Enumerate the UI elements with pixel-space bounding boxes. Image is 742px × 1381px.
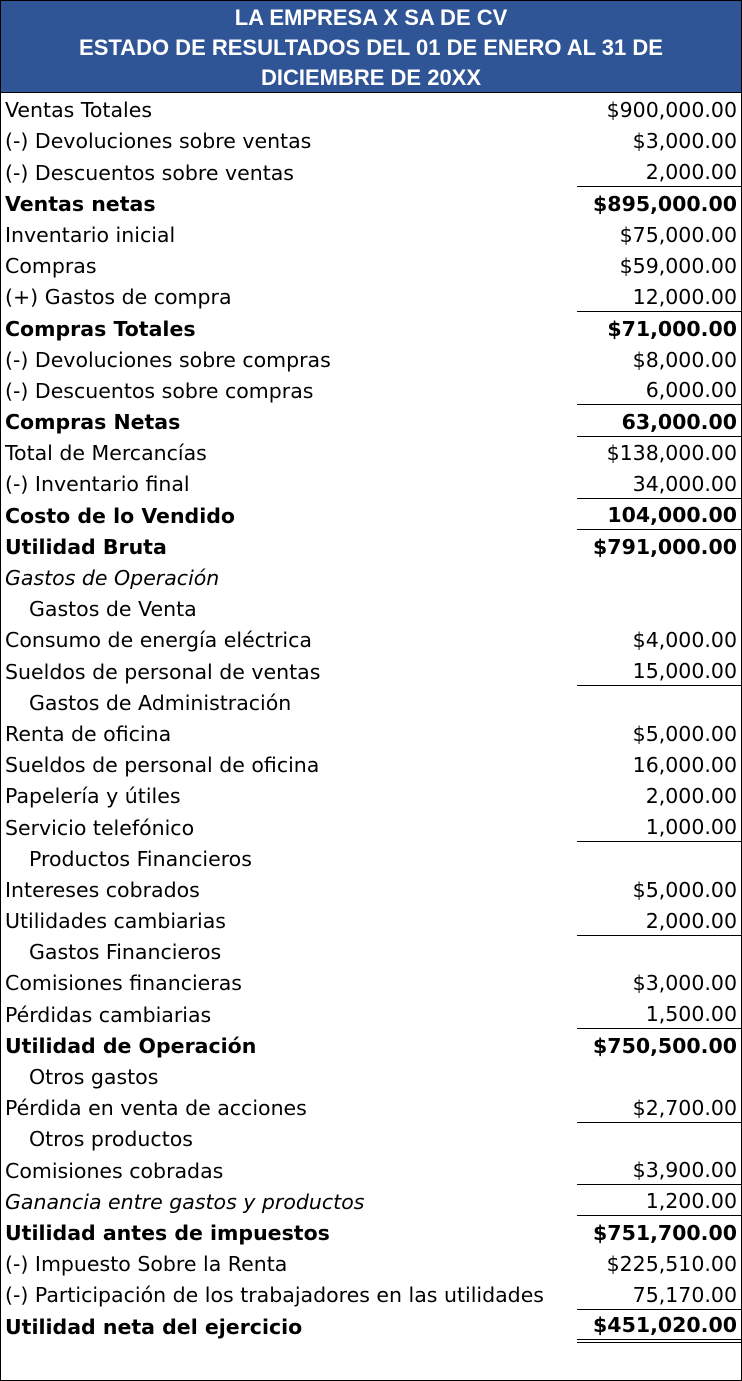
row-label: Otros gastos (29, 1065, 159, 1089)
row-value: $751,700.00 (593, 1220, 737, 1245)
row-label: Utilidad antes de impuestos (5, 1220, 330, 1245)
row-value: 16,000.00 (632, 753, 737, 778)
row-value: $225,510.00 (606, 1252, 737, 1277)
row-value (577, 1060, 741, 1091)
table-row (1, 436, 741, 467)
table-row (1, 779, 741, 810)
row-label: Gastos de Administración (29, 690, 292, 715)
table-row (1, 592, 741, 623)
row-value: $71,000.00 (607, 316, 737, 341)
table-row (1, 280, 741, 311)
row-label: Compras Totales (5, 316, 196, 341)
table-row (1, 1060, 741, 1091)
table-row (1, 748, 741, 779)
statement-title: ESTADO DE RESULTADOS DEL 01 DE ENERO AL 31 DE (79, 35, 663, 60)
row-label: Utilidad de Operación (5, 1033, 257, 1058)
row-label: (-) Devoluciones sobre compras (5, 347, 331, 372)
table-row (1, 498, 741, 529)
row-value: $451,020.00 (577, 1309, 741, 1340)
row-label: Consumo de energía eléctrica (5, 628, 312, 653)
row-value: $4,000.00 (632, 628, 737, 653)
table-row (1, 530, 741, 561)
row-value: 2,000.00 (577, 904, 741, 935)
statement-rows (1, 93, 741, 1341)
table-row (1, 966, 741, 997)
row-value: 75,170.00 (577, 1278, 741, 1309)
table-row (1, 1216, 741, 1247)
row-value: 104,000.00 (577, 498, 741, 529)
row-value: 2,000.00 (577, 155, 741, 186)
row-label: Pérdida en venta de acciones (5, 1096, 307, 1121)
row-value (577, 1122, 741, 1153)
statement-period: DICIEMBRE DE 20XX (260, 65, 482, 90)
row-value: $2,700.00 (577, 1091, 741, 1122)
row-label: Utilidades cambiarias (5, 909, 226, 934)
table-row (1, 467, 741, 498)
row-label: Pérdidas cambiarias (5, 1002, 212, 1027)
table-row (1, 187, 741, 218)
table-row (1, 654, 741, 685)
row-label: (-) Devoluciones sobre ventas (5, 129, 312, 154)
table-row (1, 1091, 741, 1122)
row-label: (-) Inventario final (5, 472, 190, 497)
row-label: (-) Impuesto Sobre la Renta (5, 1252, 288, 1277)
row-label: Costo de lo Vendido (5, 503, 236, 528)
table-row (1, 842, 741, 873)
row-value (577, 935, 741, 966)
row-value: 15,000.00 (577, 654, 741, 685)
table-row (1, 405, 741, 436)
table-row (1, 1185, 741, 1216)
row-label: Utilidad Bruta (5, 534, 167, 559)
row-value: 63,000.00 (577, 405, 741, 436)
row-value: $3,000.00 (632, 129, 737, 154)
table-row (1, 93, 741, 124)
row-value: $791,000.00 (593, 534, 737, 559)
table-row (1, 311, 741, 342)
row-value: $138,000.00 (606, 441, 737, 466)
row-label: Inventario inicial (5, 222, 176, 247)
row-value (577, 592, 741, 623)
table-row (1, 374, 741, 405)
row-value: $3,000.00 (632, 971, 737, 996)
row-value: 1,500.00 (577, 997, 741, 1028)
row-value: $5,000.00 (632, 877, 737, 902)
row-value: 2,000.00 (645, 784, 737, 809)
row-label: Utilidad neta del ejercicio (5, 1314, 303, 1339)
row-value: $75,000.00 (619, 222, 737, 247)
row-label: Compras (5, 254, 97, 279)
table-row (1, 686, 741, 717)
row-value (577, 686, 741, 717)
row-label: Comisiones cobradas (5, 1158, 224, 1183)
row-label: Papelería y útiles (5, 784, 181, 809)
row-value (577, 561, 741, 592)
table-row (1, 997, 741, 1028)
row-value: $750,500.00 (593, 1033, 737, 1058)
row-label: Ventas Totales (5, 98, 153, 123)
row-label: (-) Descuentos sobre compras (5, 378, 314, 403)
statement-header (1, 1, 741, 93)
row-label: Gastos de Venta (29, 597, 197, 622)
row-label: (-) Descuentos sobre ventas (5, 160, 294, 185)
table-row (1, 935, 741, 966)
row-value: 34,000.00 (577, 467, 741, 498)
row-value (577, 842, 741, 873)
row-label: (-) Participación de los trabajadores en las utilidades (5, 1283, 544, 1308)
company-name: LA EMPRESA X SA DE CV (234, 5, 508, 30)
table-row (1, 561, 741, 592)
table-row (1, 1278, 741, 1309)
table-row (1, 717, 741, 748)
table-row (1, 1029, 741, 1060)
table-row (1, 124, 741, 155)
row-value: $895,000.00 (593, 191, 737, 216)
row-label: Productos Financieros (29, 846, 252, 871)
row-value: 1,000.00 (577, 810, 741, 841)
row-value: $900,000.00 (606, 98, 737, 123)
table-row (1, 155, 741, 186)
table-row (1, 1153, 741, 1184)
row-label: Comisiones financieras (5, 971, 242, 996)
table-row (1, 1247, 741, 1278)
row-value: $8,000.00 (632, 347, 737, 372)
row-label: Servicio telefónico (5, 815, 195, 840)
table-row (1, 810, 741, 841)
row-label: Sueldos de personal de oficina (5, 753, 320, 778)
row-label: Gastos Financieros (29, 940, 222, 965)
row-label: Renta de oficina (5, 721, 172, 746)
table-row (1, 1309, 741, 1340)
row-label: (+) Gastos de compra (5, 285, 232, 310)
row-value: 12,000.00 (577, 280, 741, 311)
table-row (1, 249, 741, 280)
row-value: 1,200.00 (577, 1185, 741, 1216)
row-label: Sueldos de personal de ventas (5, 659, 321, 684)
statement-table (1, 93, 741, 1343)
table-row (1, 1122, 741, 1153)
row-label: Otros productos (29, 1127, 193, 1152)
row-label: Compras Netas (5, 410, 181, 435)
row-value: $59,000.00 (619, 254, 737, 279)
row-label: Ganancia entre gastos y productos (5, 1189, 365, 1214)
row-label: Intereses cobrados (5, 877, 200, 902)
table-row (1, 623, 741, 654)
row-label: Ventas netas (5, 191, 156, 216)
row-value: 6,000.00 (577, 374, 741, 405)
row-value: $5,000.00 (632, 721, 737, 746)
row-label: Total de Mercancías (5, 441, 207, 466)
table-row (1, 904, 741, 935)
row-value: $3,900.00 (577, 1153, 741, 1184)
table-row (1, 873, 741, 904)
table-row (1, 343, 741, 374)
row-label: Gastos de Operación (5, 566, 220, 590)
table-row (1, 218, 741, 249)
